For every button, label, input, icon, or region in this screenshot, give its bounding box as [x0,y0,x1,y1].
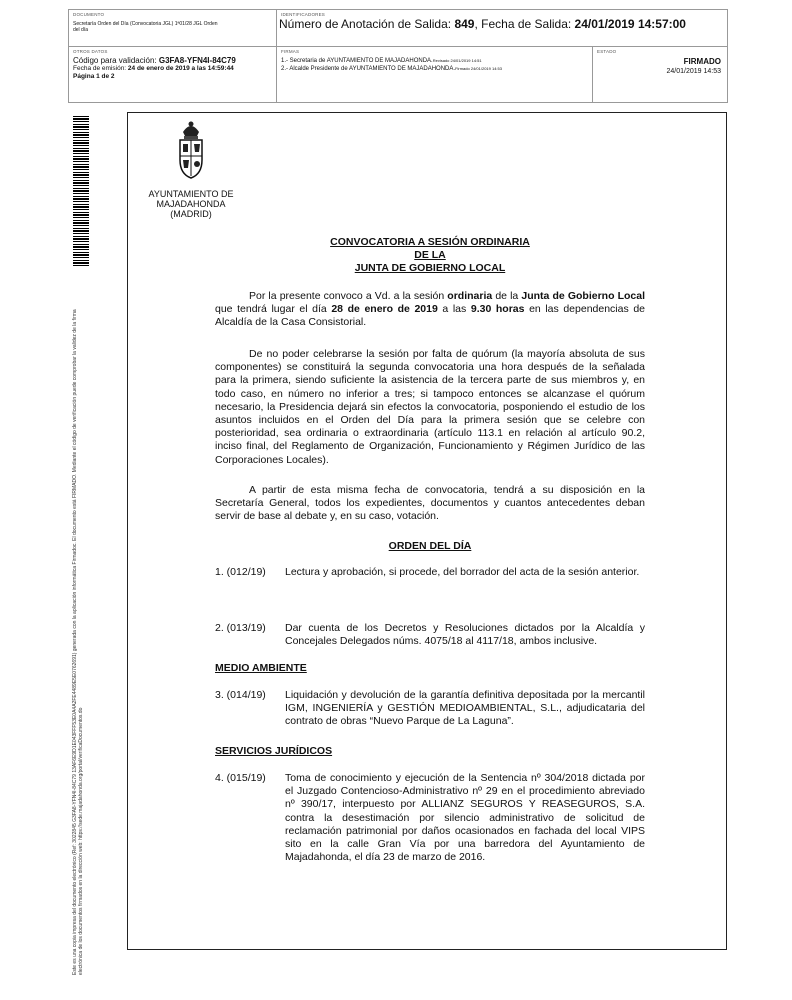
fecha-emision [73,65,276,73]
firma-2-text: 2.- Alcalde Presidente de AYUNTAMIENTO DE MAJADAHONDA. [281,66,456,72]
firma-2-status: Firmado 24/01/2019 14:53 [455,66,502,71]
document-title [215,236,645,275]
codigo-value: G3FA8-YFN4I-84C79 [158,56,236,65]
item-number: 4. (015/19) [215,772,266,784]
codigo-validacion [73,57,276,65]
firma-1-text: 1.- Secretaria de AYUNTAMIENTO DE MAJADAHONDA. [281,58,433,64]
verification-side-text: Este es una copia impresa del documento electrónico (Ref: 3022845 G3FA8-YFN4I-84C79 13AF6E9D1E043FFF53E0A4A2FE4489E5E0762691) generada con la aplicación informática Firmadoc. El documento está FIRMADO. Mediante el código de verificación puede comprobar la validez de la firma electrónica de los documentos firmados en la dirección web: https://sede.majadahonda.org/portal/verificaDocumentos.do [72,309,84,975]
document-metadata-header [68,9,728,103]
ayuntamiento-line-3: (MADRID) [170,209,212,219]
barcode-icon [73,116,89,266]
list-item [215,566,645,579]
ident-date: 24/01/2019 14:57:00 [574,17,686,31]
identificadores-cell [277,10,727,47]
section-heading-servicios-juridicos: SERVICIOS JURÍDICOS [215,745,333,757]
list-item [215,689,645,729]
otros-datos-cell [69,47,277,102]
orden-del-dia-heading: ORDEN DEL DÍA [388,540,472,552]
p1-g: a las [437,303,471,316]
paragraph-quorum [215,348,645,467]
ayuntamiento-name [136,189,246,219]
ayuntamiento-line-2: MAJADAHONDA [156,199,226,209]
documento-label: DOCUMENTO [73,12,105,17]
item-number: 2. (013/19) [215,622,266,634]
ident-number: 849 [454,17,475,31]
title-line-2: DE LA [414,249,446,261]
codigo-prefix: Código para validación: [73,56,159,65]
section-heading-medio-ambiente: MEDIO AMBIENTE [215,662,307,674]
item-text: Lectura y aprobación, si procede, del borrador del acta de la sesión anterior. [285,566,640,578]
firmas-label: FIRMAS [281,49,300,54]
item-number: 1. (012/19) [215,566,266,578]
item-text: Liquidación y devolución de la garantía definitiva depositada por la mercantil IGM, INGENIERÍA y GESTIÓN MEDIOAMBIENTAL, S.L., adjudicataria del contrato de obras “Nuevo Parque de La Laguna”. [285,689,645,728]
documento-cell [69,10,277,47]
paragraph-disposicion [215,484,645,524]
ident-prefix: Número de Anotación de Salida: [279,17,455,31]
p1-c: de la [492,290,522,302]
ident-label: IDENTIFICADORES [281,12,326,17]
emision-value: 24 de enero de 2019 a las 14:59:44 [127,65,234,72]
firma-2 [281,65,592,73]
title-line-1: CONVOCATORIA A SESIÓN ORDINARIA [330,236,530,248]
estado-date: 24/01/2019 14:53 [666,68,721,75]
p1-d: Junta de Gobierno Local [521,290,646,302]
p1-f: 28 de enero de 2019 [331,303,438,316]
firma-1-status: Revisado 24/01/2019 14:51 [432,58,482,63]
item-text: Dar cuenta de los Decretos y Resoluciones dictados por la Alcaldía y Concejales Delegados núms. 4075/18 al 4117/18, ambos inclusive. [285,622,645,648]
anotacion-salida [279,17,727,31]
p2-text: De no poder celebrarse la sesión por falta de quórum (la mayoría absoluta de sus componentes) se constituirá la segunda convocatoria una hora después de la señalada para la primera, siendo suficiente la asistencia de la tercera parte de sus miembros y, en todo caso, en número no inferior a tres; si tampoco entonces se alcanzase el quórum necesario, la Presidencia dejará sin efectos la convocatoria, posponiendo el estudio de los asuntos incluidos en el Orden del Día para la primera sesión que se celebre con posterioridad, sea ordinaria o extraordinaria (artículo 113.1 en relación al artículo 90.2, inciso final, del Reglamento de Organización, Funcionamiento y Régimen Jurídico de las Corporaciones Locales). [215,348,645,466]
estado-cell [593,47,727,102]
ayuntamiento-line-1: AYUNTAMIENTO DE [148,189,234,199]
paragraph-convocatoria [215,290,645,330]
list-item [215,622,645,648]
emision-prefix: Fecha de emisión: [73,65,128,72]
p1-a: Por la presente convoco a Vd. a la sesión [249,290,448,302]
p1-i: en las dependencias de Alcaldía de la Casa Consistorial. [215,303,645,329]
otros-label: OTROS DATOS [73,49,108,54]
item-number: 3. (014/19) [215,689,266,701]
pagina-indicator: Página 1 de 2 [73,73,115,80]
firma-1 [281,57,592,65]
estado-status: FIRMADO [683,57,721,66]
coat-of-arms-icon [175,118,207,182]
documento-text: Secretaría Orden del Día (Convocatoria JGL) 1ª01/28 JGL Orden del día [73,21,218,33]
title-line-3: JUNTA DE GOBIERNO LOCAL [354,262,506,274]
list-item [215,772,645,864]
p3-text: A partir de esta misma fecha de convocatoria, tendrá a su disposición en la Secretaría General, todos los expedientes, documentos y cuantos antecedentes deban servir de base al debate y, en su caso, votación. [215,484,645,523]
firmas-cell [277,47,593,102]
p1-h: 9.30 horas [470,303,525,316]
p1-e: que tendrá lugar el día [215,303,332,316]
ident-middle: , Fecha de Salida: [474,17,575,31]
p1-b: ordinaria [447,290,493,302]
item-text: Toma de conocimiento y ejecución de la Sentencia nº 304/2018 dictada por el Juzgado Contencioso-Administrativo nº 29 en el procedimiento abreviado nº 390/17, interpuesto por ALLIANZ SEGUROS Y REASEGUROS, S.A. contra la desestimación por silencio administrativo de solicitud de reclamación patrimonial por daños ocasionados en fachada del local VIPS sito en la calle Gran Vía por una barredora del Ayuntamiento de Majadahonda, el día 23 de marzo de 2016. [285,772,645,864]
estado-label: ESTADO [597,49,617,54]
